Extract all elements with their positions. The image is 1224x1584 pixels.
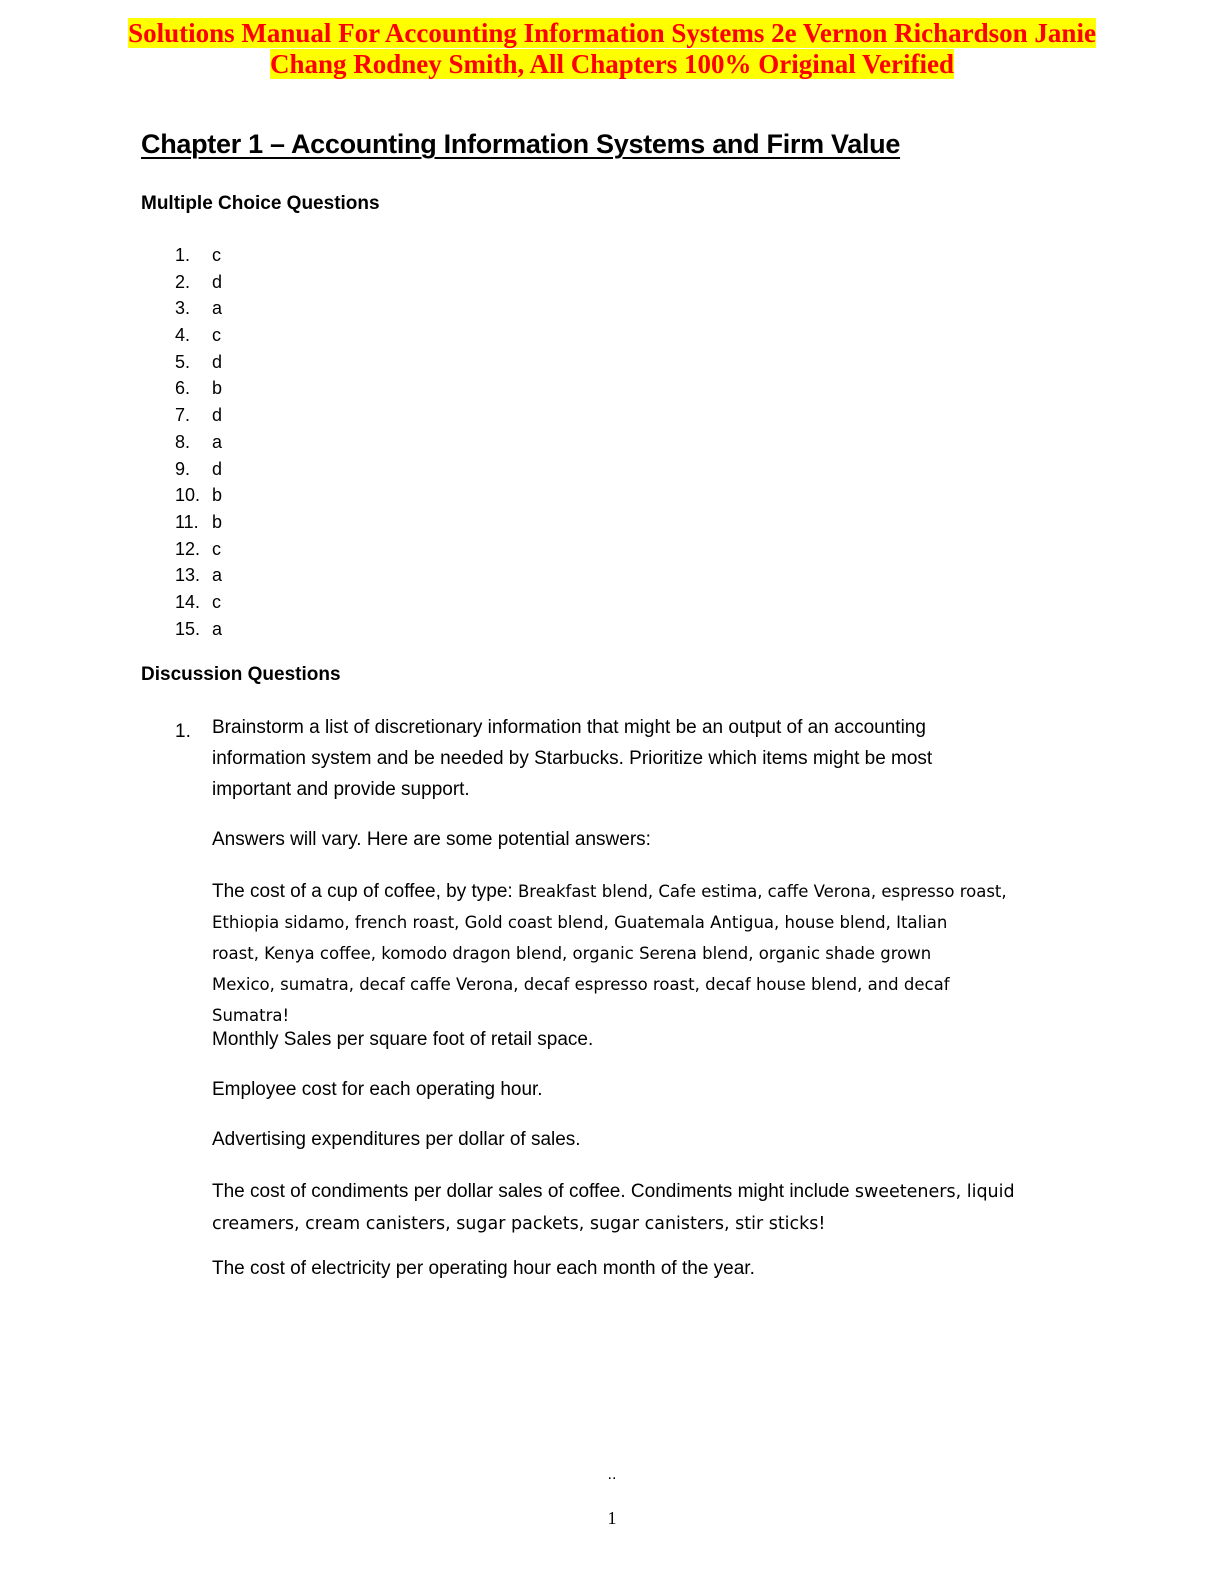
mc-answer-letter: c bbox=[212, 538, 221, 559]
condiments-prefix: The cost of condiments per dollar sales of coffee. Condiments might include bbox=[212, 1181, 855, 1202]
footer-dots: .. bbox=[607, 1466, 617, 1483]
mc-answer-letter: d bbox=[212, 405, 223, 426]
mc-question-number: 11. bbox=[175, 511, 199, 532]
electricity-answer: The cost of electricity per operating hour each month of the year. bbox=[212, 1258, 755, 1279]
document-banner bbox=[0, 18, 1224, 80]
question-line-1: Brainstorm a list of discretionary information that might be an output of an accounting bbox=[212, 717, 926, 738]
mc-answer-letter: c bbox=[212, 325, 221, 346]
mc-question-number: 6. bbox=[175, 378, 191, 399]
mc-question-number: 12. bbox=[175, 538, 201, 559]
mc-answer-item bbox=[141, 375, 223, 402]
mc-answer-letter: b bbox=[212, 378, 223, 399]
mc-question-number: 2. bbox=[175, 271, 191, 292]
mc-answer-letter: b bbox=[212, 485, 223, 506]
mc-answer-item bbox=[141, 536, 221, 563]
mc-question-number: 1. bbox=[175, 245, 191, 265]
coffee-cost-prefix: The cost of a cup of coffee, by type: bbox=[212, 881, 518, 902]
mc-question-number: 3. bbox=[175, 298, 191, 319]
condiments-list-line-2: creamers, cream canisters, sugar packets, sugar canisters, stir sticks! bbox=[212, 1214, 826, 1234]
discussion-heading: Discussion Questions bbox=[141, 664, 341, 685]
banner-line-2: Chang Rodney Smith, All Chapters 100% Original Verified bbox=[269, 49, 955, 79]
employee-cost-answer: Employee cost for each operating hour. bbox=[212, 1079, 543, 1100]
mc-answer-item bbox=[141, 429, 223, 456]
coffee-cost-types-line-3: roast, Kenya coffee, komodo dragon blend, organic Serena blend, organic shade grown bbox=[212, 944, 932, 963]
mc-answer-item bbox=[141, 269, 223, 296]
mc-answer-letter: b bbox=[212, 511, 223, 532]
coffee-cost-types-line-1: Breakfast blend, Cafe estima, caffe Verona, espresso roast, bbox=[517, 882, 1007, 901]
mc-answer-item bbox=[141, 242, 221, 269]
mc-answer-item bbox=[141, 322, 221, 349]
multiple-choice-heading: Multiple Choice Questions bbox=[141, 193, 380, 214]
mc-answer-item bbox=[141, 456, 223, 483]
mc-question-number: 9. bbox=[175, 458, 191, 479]
mc-answer-item bbox=[141, 616, 223, 643]
discussion-question-number: 1. bbox=[175, 721, 191, 742]
mc-question-number: 14. bbox=[175, 591, 201, 612]
chapter-title: Chapter 1 – Accounting Information Systems and Firm Value bbox=[141, 129, 901, 159]
mc-answer-letter: a bbox=[212, 618, 223, 639]
mc-answer-letter: d bbox=[212, 271, 223, 292]
page-number: 1 bbox=[607, 1508, 617, 1528]
condiments-answer bbox=[212, 1176, 1082, 1239]
coffee-cost-types-line-4: Mexico, sumatra, decaf caffe Verona, decaf espresso roast, decaf house blend, and decaf bbox=[212, 975, 950, 994]
mc-answer-item bbox=[141, 509, 223, 536]
mc-answer-letter: a bbox=[212, 565, 223, 586]
question-line-3: important and provide support. bbox=[212, 779, 470, 800]
mc-question-number: 13. bbox=[175, 565, 201, 586]
discussion-question-text bbox=[212, 712, 1082, 805]
mc-question-number: 4. bbox=[175, 325, 191, 346]
mc-answer-item bbox=[141, 482, 223, 509]
condiments-list-line-1: sweeteners, liquid bbox=[854, 1182, 1015, 1202]
mc-answer-letter: d bbox=[212, 458, 223, 479]
mc-question-number: 5. bbox=[175, 351, 191, 372]
mc-answer-letter: a bbox=[212, 431, 223, 452]
coffee-cost-answer bbox=[212, 876, 1082, 1031]
mc-answer-item bbox=[141, 349, 223, 376]
mc-answer-item bbox=[141, 295, 223, 322]
mc-answer-letter: c bbox=[212, 591, 221, 612]
advertising-answer: Advertising expenditures per dollar of sales. bbox=[212, 1129, 581, 1150]
mc-question-number: 15. bbox=[175, 618, 201, 639]
mc-answer-item bbox=[141, 402, 223, 429]
mc-answer-item bbox=[141, 589, 221, 616]
coffee-cost-types-line-5: Sumatra! bbox=[212, 1006, 290, 1025]
coffee-cost-types-line-2: Ethiopia sidamo, french roast, Gold coast blend, Guatemala Antigua, house blend, Italian bbox=[212, 913, 948, 932]
answers-intro: Answers will vary. Here are some potential answers: bbox=[212, 829, 651, 850]
mc-answer-letter: c bbox=[212, 245, 221, 265]
question-line-2: information system and be needed by Starbucks. Prioritize which items might be most bbox=[212, 748, 933, 769]
banner-line-1: Solutions Manual For Accounting Information Systems 2e Vernon Richardson Janie bbox=[128, 18, 1096, 48]
mc-question-number: 10. bbox=[175, 485, 201, 506]
monthly-sales-answer: Monthly Sales per square foot of retail space. bbox=[212, 1029, 594, 1050]
mc-question-number: 7. bbox=[175, 405, 191, 426]
mc-answer-item bbox=[141, 562, 223, 589]
mc-answer-letter: a bbox=[212, 298, 223, 319]
mc-question-number: 8. bbox=[175, 431, 191, 452]
mc-answer-letter: d bbox=[212, 351, 223, 372]
multiple-choice-answer-list bbox=[141, 242, 223, 642]
